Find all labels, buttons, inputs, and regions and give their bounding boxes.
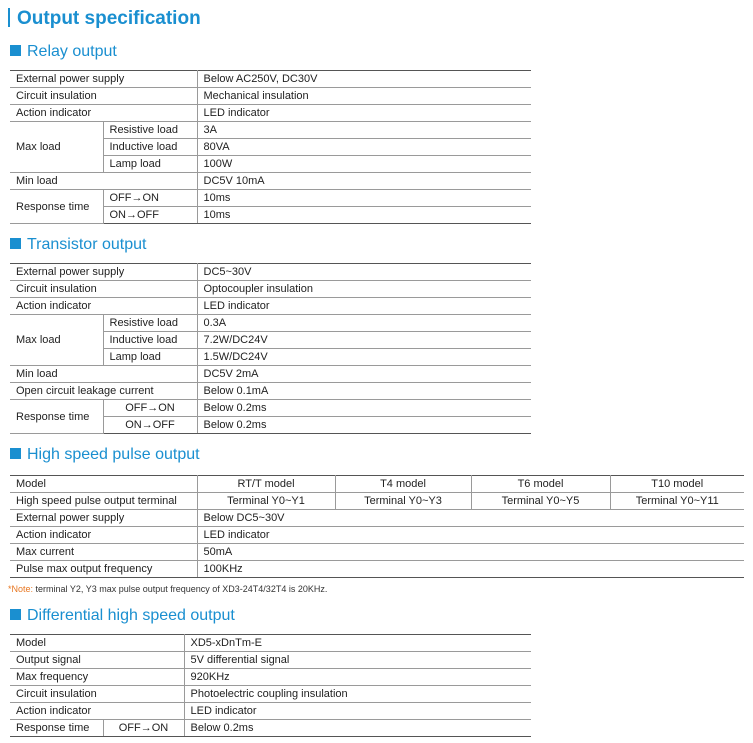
spec-value: Below 0.2ms <box>197 417 531 434</box>
spec-value: 920KHz <box>184 669 531 686</box>
spec-sublabel: Inductive load <box>103 139 197 156</box>
spec-value: 10ms <box>197 190 531 207</box>
spec-label: External power supply <box>10 71 197 88</box>
spec-label: Circuit insulation <box>10 281 197 298</box>
relay-output-table <box>10 70 531 224</box>
spec-value: XD5-xDnTm-E <box>184 635 531 652</box>
table-row <box>10 173 531 190</box>
spec-sublabel: ON→OFF <box>103 417 197 434</box>
terminal-value: Terminal Y0~Y3 <box>335 493 471 510</box>
spec-label: Response time <box>10 190 103 224</box>
spec-value: Below DC5~30V <box>197 510 744 527</box>
spec-label: Circuit insulation <box>10 88 197 105</box>
spec-sublabel: ON→OFF <box>103 207 197 224</box>
relay-section-title <box>10 43 117 61</box>
spec-label: Min load <box>10 173 197 190</box>
table-row <box>10 510 744 527</box>
spec-value: Below 0.2ms <box>184 720 531 737</box>
spec-value: Photoelectric coupling insulation <box>184 686 531 703</box>
spec-value: DC5~30V <box>197 264 531 281</box>
spec-sublabel: OFF→ON <box>103 190 197 207</box>
table-row <box>10 686 531 703</box>
table-row <box>10 298 531 315</box>
table-row <box>10 652 531 669</box>
spec-label: Action indicator <box>10 527 197 544</box>
spec-value: LED indicator <box>197 105 531 122</box>
spec-value: Below 0.2ms <box>197 400 531 417</box>
spec-value: 80VA <box>197 139 531 156</box>
spec-label: Circuit insulation <box>10 686 184 703</box>
transistor-output-table <box>10 263 531 434</box>
spec-value: LED indicator <box>184 703 531 720</box>
transistor-section-title <box>10 236 146 254</box>
spec-value: 7.2W/DC24V <box>197 332 531 349</box>
spec-value: Optocoupler insulation <box>197 281 531 298</box>
spec-sublabel: Lamp load <box>103 156 197 173</box>
spec-value: Below AC250V, DC30V <box>197 71 531 88</box>
model-header: T4 model <box>335 476 471 493</box>
spec-label: Max frequency <box>10 669 184 686</box>
differential-output-table <box>10 634 531 737</box>
spec-value: LED indicator <box>197 527 744 544</box>
differential-title-text: Differential high speed output <box>27 607 235 624</box>
spec-value: Mechanical insulation <box>197 88 531 105</box>
spec-sublabel: Resistive load <box>103 122 197 139</box>
relay-title-text: Relay output <box>27 43 117 60</box>
table-row <box>10 476 744 493</box>
table-row <box>10 366 531 383</box>
footnote <box>8 584 327 594</box>
spec-value: 0.3A <box>197 315 531 332</box>
table-row <box>10 281 531 298</box>
spec-value: LED indicator <box>197 298 531 315</box>
spec-sublabel: Inductive load <box>103 332 197 349</box>
table-row <box>10 493 744 510</box>
differential-section-title <box>10 607 235 625</box>
spec-label: Output signal <box>10 652 184 669</box>
table-row <box>10 71 531 88</box>
model-header: T6 model <box>471 476 610 493</box>
spec-label: Action indicator <box>10 298 197 315</box>
spec-label: Open circuit leakage current <box>10 383 197 400</box>
terminal-value: Terminal Y0~Y11 <box>610 493 744 510</box>
pulse-output-table <box>10 475 744 578</box>
spec-value: 1.5W/DC24V <box>197 349 531 366</box>
square-bullet-icon <box>10 609 21 620</box>
spec-label: Max load <box>10 122 103 173</box>
spec-value: 10ms <box>197 207 531 224</box>
table-row <box>10 561 744 578</box>
table-row <box>10 122 531 139</box>
spec-value: 50mA <box>197 544 744 561</box>
table-row <box>10 703 531 720</box>
square-bullet-icon <box>10 238 21 249</box>
spec-label: External power supply <box>10 510 197 527</box>
table-row <box>10 264 531 281</box>
spec-label: Pulse max output frequency <box>10 561 197 578</box>
spec-value: 5V differential signal <box>184 652 531 669</box>
terminal-value: Terminal Y0~Y5 <box>471 493 610 510</box>
spec-label: Model <box>10 476 197 493</box>
spec-value: 100W <box>197 156 531 173</box>
footnote-label: *Note: <box>8 584 34 594</box>
square-bullet-icon <box>10 448 21 459</box>
spec-label: External power supply <box>10 264 197 281</box>
table-row <box>10 105 531 122</box>
spec-sublabel: OFF→ON <box>103 400 197 417</box>
table-row <box>10 544 744 561</box>
pulse-title-text: High speed pulse output <box>27 446 200 463</box>
table-row <box>10 635 531 652</box>
page-title-text: Output specification <box>17 8 201 29</box>
spec-label: Action indicator <box>10 703 184 720</box>
table-row <box>10 88 531 105</box>
spec-label: Response time <box>10 720 103 737</box>
transistor-title-text: Transistor output <box>27 236 147 253</box>
table-row <box>10 383 531 400</box>
spec-value: 100KHz <box>197 561 744 578</box>
spec-label: Action indicator <box>10 105 197 122</box>
spec-value: DC5V 10mA <box>197 173 531 190</box>
spec-label: Response time <box>10 400 103 434</box>
table-row <box>10 315 531 332</box>
table-row <box>10 669 531 686</box>
spec-sublabel: OFF→ON <box>103 720 184 737</box>
spec-sublabel: Lamp load <box>103 349 197 366</box>
terminal-value: Terminal Y0~Y1 <box>197 493 335 510</box>
spec-label: Model <box>10 635 184 652</box>
spec-sublabel: Resistive load <box>103 315 197 332</box>
title-bar-decoration <box>8 8 10 27</box>
table-row <box>10 527 744 544</box>
spec-label: High speed pulse output terminal <box>10 493 197 510</box>
spec-label: Max current <box>10 544 197 561</box>
spec-value: 3A <box>197 122 531 139</box>
table-row <box>10 190 531 207</box>
spec-label: Max load <box>10 315 103 366</box>
table-row <box>10 400 531 417</box>
footnote-text: terminal Y2, Y3 max pulse output frequency of XD3-24T4/32T4 is 20KHz. <box>33 584 328 594</box>
spec-value: Below 0.1mA <box>197 383 531 400</box>
spec-value: DC5V 2mA <box>197 366 531 383</box>
spec-label: Min load <box>10 366 197 383</box>
pulse-section-title <box>10 446 200 464</box>
table-row <box>10 720 531 737</box>
square-bullet-icon <box>10 45 21 56</box>
model-header: T10 model <box>610 476 744 493</box>
model-header: RT/T model <box>197 476 335 493</box>
page-title <box>8 8 201 30</box>
